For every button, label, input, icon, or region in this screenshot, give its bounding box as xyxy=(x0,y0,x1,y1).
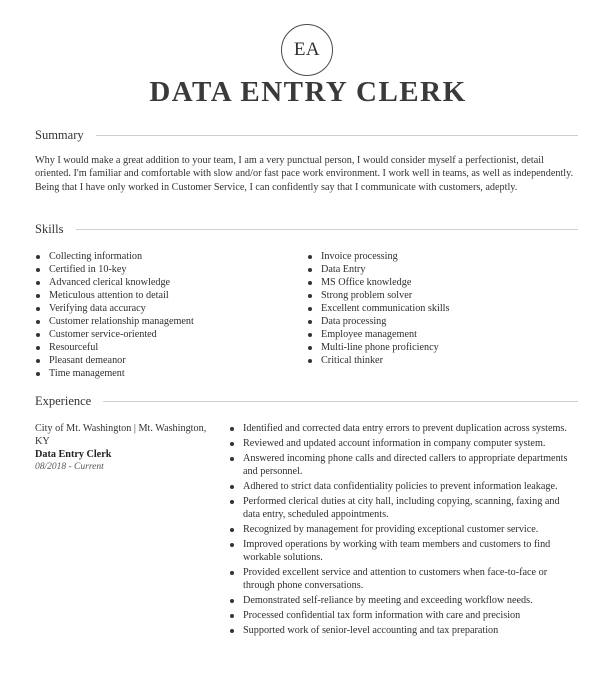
skill-item: Verifying data accuracy xyxy=(35,302,194,315)
job-bullet: Identified and corrected data entry errors to prevent duplication across systems. xyxy=(229,422,579,435)
skills-list-right xyxy=(307,250,449,367)
skill-item: Collecting information xyxy=(35,250,194,263)
skill-item: Pleasant demeanor xyxy=(35,354,194,367)
skill-item: Customer relationship management xyxy=(35,315,194,328)
skill-item: Employee management xyxy=(307,328,449,341)
skills-section-header xyxy=(35,222,578,237)
section-divider xyxy=(103,401,578,402)
job-bullet: Answered incoming phone calls and directed callers to appropriate departments and personnel. xyxy=(229,452,579,478)
job-bullet: Improved operations by working with team members and customers to find workable solutions. xyxy=(229,538,579,564)
summary-heading: Summary xyxy=(35,128,84,142)
monogram-badge xyxy=(281,24,333,76)
section-divider xyxy=(96,135,578,136)
skill-item: Strong problem solver xyxy=(307,289,449,302)
job-bullet: Demonstrated self-reliance by meeting and exceeding workflow needs. xyxy=(229,594,579,607)
job-bullet: Recognized by management for providing exceptional customer service. xyxy=(229,523,579,536)
skill-item: Data Entry xyxy=(307,263,449,276)
skill-item: Critical thinker xyxy=(307,354,449,367)
skills-heading: Skills xyxy=(35,222,64,236)
job-bullet: Adhered to strict data confidentiality policies to prevent information leakage. xyxy=(229,480,579,493)
job-bullet: Reviewed and updated account information in company computer system. xyxy=(229,437,579,450)
summary-text: Why I would make a great addition to your team, I am a very punctual person, I would consider myself a perfectionist, detail oriented. I'm familiar and comfortable with slow and/or fast pace work environment. I work well in teams, as well as independently. Being that I have only worked in Customer Service, I can confidently say that I communicate with customers, adeptly. xyxy=(35,155,574,193)
experience-section-header xyxy=(35,394,578,409)
job-bullet: Performed clerical duties at city hall, including copying, scanning, faxing and data entry, scheduled appointments. xyxy=(229,495,579,521)
job-bullet: Processed confidential tax form information with care and precision xyxy=(229,609,579,622)
skill-item: Invoice processing xyxy=(307,250,449,263)
experience-heading: Experience xyxy=(35,394,92,408)
skill-item: Data processing xyxy=(307,315,449,328)
job-bullets xyxy=(229,422,579,639)
skills-list-left xyxy=(35,250,194,380)
summary-section-header xyxy=(35,128,578,143)
skill-item: Resourceful xyxy=(35,341,194,354)
job-dates: 08/2018 - Current xyxy=(35,462,104,472)
section-divider xyxy=(76,229,579,230)
monogram-initials: EA xyxy=(293,39,321,60)
skill-item: Time management xyxy=(35,367,194,380)
resume-title: DATA ENTRY CLERK xyxy=(149,76,467,108)
job-bullet: Provided excellent service and attention to customers when face-to-face or through phone conversations. xyxy=(229,566,579,592)
skill-item: Advanced clerical knowledge xyxy=(35,276,194,289)
job-bullet: Supported work of senior-level accounting and tax preparation xyxy=(229,624,579,637)
skill-item: Excellent communication skills xyxy=(307,302,449,315)
skill-item: Certified in 10-key xyxy=(35,263,194,276)
skill-item: Multi-line phone proficiency xyxy=(307,341,449,354)
skill-item: Meticulous attention to detail xyxy=(35,289,194,302)
skill-item: MS Office knowledge xyxy=(307,276,449,289)
job-company: City of Mt. Washington | Mt. Washington, KY xyxy=(35,423,207,447)
job-title: Data Entry Clerk xyxy=(35,449,112,460)
skill-item: Customer service-oriented xyxy=(35,328,194,341)
job-meta xyxy=(35,422,210,474)
